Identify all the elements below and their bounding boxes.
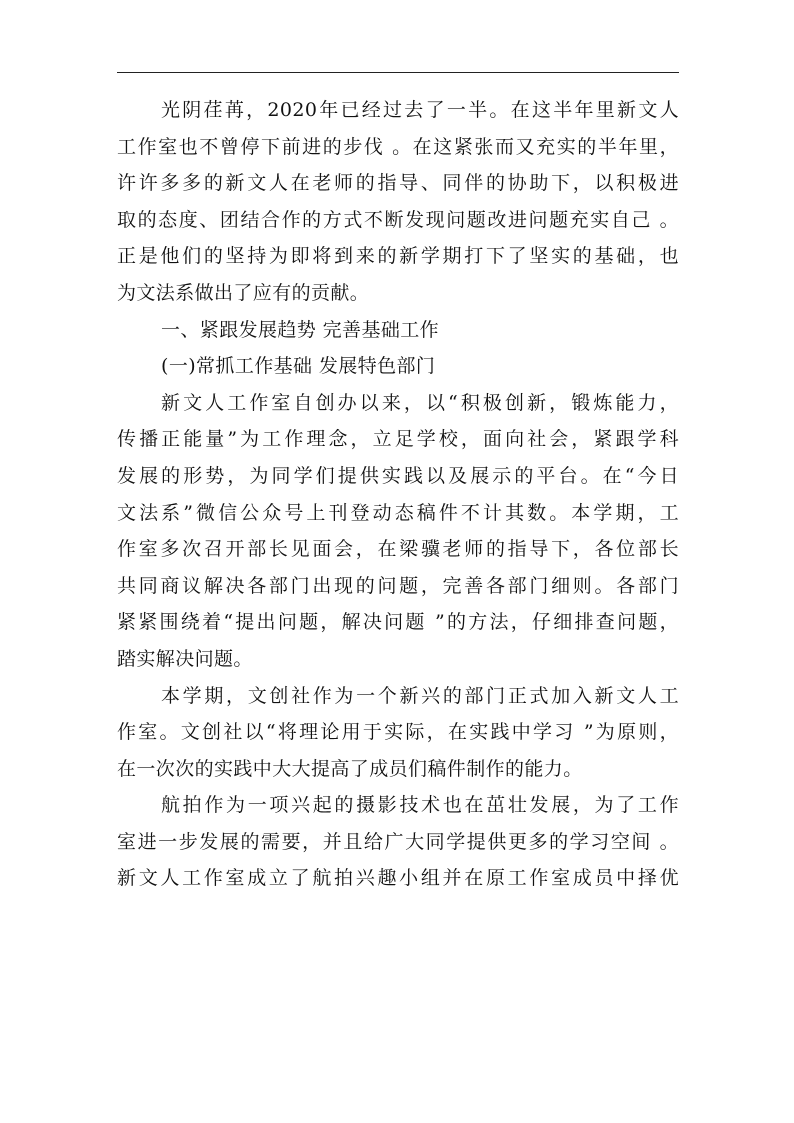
paragraph-2-line-6: 共同商议解决各部门出现的问题，完善各部门细则。各部门 [117, 574, 679, 597]
paragraph-1-line-4: 取的态度、团结合作的方式不断发现问题改进问题充实自己 。 [117, 208, 679, 231]
paragraph-4-line-2: 室进一步发展的需要，并且给广大同学提供更多的学习空间 。 [117, 830, 679, 853]
header-rule [117, 72, 679, 73]
paragraph-4-line-3: 新文人工作室成立了航拍兴趣小组并在原工作室成员中择优 [117, 867, 679, 890]
paragraph-3-line-2: 作室。文创社以“将理论用于实际，在实践中学习 ”为原则， [117, 721, 679, 744]
paragraph-2-line-8: 踏实解决问题。 [117, 647, 253, 670]
paragraph-1-line-5: 正是他们的坚持为即将到来的新学期打下了坚实的基础，也 [117, 245, 679, 268]
paragraph-2-line-4: 文法系”微信公众号上刊登动态稿件不计其数。本学期，工 [117, 501, 679, 524]
document-body [117, 92, 679, 897]
paragraph-2-line-3: 发展的形势，为同学们提供实践以及展示的平台。在“今日 [117, 464, 679, 487]
paragraph-2-line-2: 传播正能量”为工作理念，立足学校，面向社会，紧跟学科 [117, 428, 679, 451]
paragraph-1-line-3: 许许多多的新文人在老师的指导、同伴的协助下，以积极进 [117, 172, 679, 195]
paragraph-3-line-1: 本学期，文创社作为一个新兴的部门正式加入新文人工 [161, 684, 679, 707]
paragraph-1-line-6: 为文法系做出了应有的贡献。 [117, 281, 370, 304]
paragraph-1-line-2: 工作室也不曾停下前进的步伐 。在这紧张而又充实的半年里， [117, 135, 679, 158]
paragraph-2-line-7: 紧紧围绕着“提出问题，解决问题 ”的方法，仔细排查问题， [117, 611, 679, 634]
paragraph-1-line-1: 光阴荏苒，2020年已经过去了一半。在这半年里新文人 [161, 99, 679, 121]
paragraph-2-line-5: 作室多次召开部长见面会，在梁骥老师的指导下，各位部长 [117, 538, 679, 561]
paragraph-3-line-3: 在一次次的实践中大大提高了成员们稿件制作的能力。 [117, 757, 583, 780]
subsection-heading: (一)常抓工作基础 发展特色部门 [161, 355, 436, 378]
paragraph-2-line-1: 新文人工作室自创办以来，以“积极创新，锻炼能力， [161, 391, 679, 414]
paragraph-4-line-1: 航拍作为一项兴起的摄影技术也在茁壮发展，为了工作 [161, 794, 679, 817]
section-heading: 一、紧跟发展趋势 完善基础工作 [161, 318, 440, 341]
